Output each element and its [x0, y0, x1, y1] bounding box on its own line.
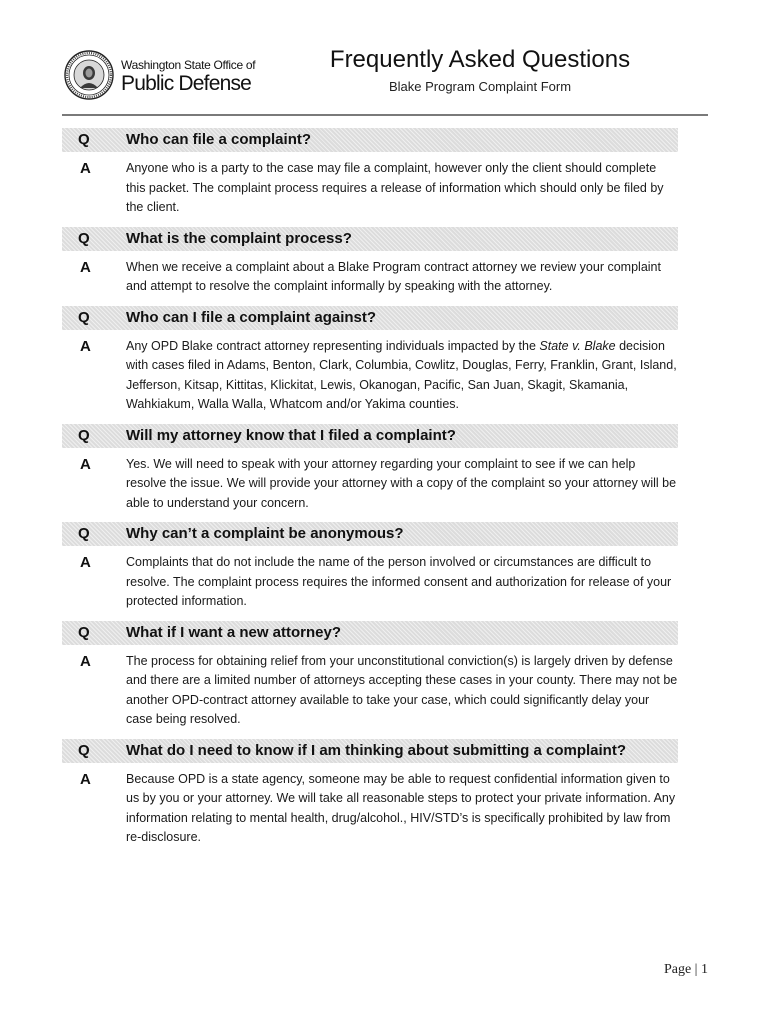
answer-marker: A	[80, 554, 91, 571]
question-text: What if I want a new attorney?	[126, 623, 342, 641]
question-bar	[62, 227, 678, 251]
answer-text: The process for obtaining relief from your unconstitutional conviction(s) is largely driven by defense and there are a limited number of attorneys accepting these cases in your county. There may not be another OPD-contract attorney available to take your case, which could significantly delay your case being resolved.	[126, 653, 678, 726]
answer-marker: A	[80, 160, 91, 177]
faq-item	[62, 306, 678, 415]
faq-item	[62, 739, 678, 848]
answer-marker: A	[80, 455, 91, 473]
page-title: Frequently Asked Questions	[329, 46, 631, 73]
answer-block	[62, 455, 678, 514]
answer-text: Yes. We will need to speak with your attorney regarding your complaint to see if we can help resolve the issue. We will provide your attorney with a copy of the complaint so your attorney will be able to understand your concern.	[126, 456, 677, 510]
page-number: Page | 1	[663, 962, 708, 977]
faq-item	[62, 424, 678, 514]
answer-text: Anyone who is a party to the case may file a complaint, however only the client should complete this packet. The complaint process requires a release of information which should only be filed by the client.	[126, 161, 664, 214]
question-marker: Q	[78, 525, 90, 542]
faq-item	[62, 227, 678, 297]
answer-text-part: Any OPD Blake contract attorney representing individuals impacted by the	[126, 338, 540, 353]
answer-marker: A	[80, 337, 91, 355]
answer-text: Because OPD is a state agency, someone may be able to request confidential information given to us by you or your attorney. We will take all reasonable steps to protect your private information. Any information relating to mental health, drug/alcohol., HIV/STD’s is specifically prohibited by law from re-disclosure.	[126, 771, 676, 844]
question-text: Will my attorney know that I filed a complaint?	[126, 426, 456, 444]
answer-block	[62, 553, 678, 612]
answer-block	[62, 770, 678, 848]
question-bar	[62, 522, 678, 546]
answer-text	[126, 337, 678, 415]
question-text: What is the complaint process?	[126, 229, 352, 247]
answer-marker: A	[80, 770, 91, 788]
answer-block	[62, 652, 678, 730]
answer-block	[62, 337, 678, 415]
faq-item	[62, 621, 678, 730]
faq-list	[62, 128, 678, 857]
case-name-italic: State v. Blake	[539, 338, 616, 353]
question-marker: Q	[78, 308, 90, 326]
question-marker: Q	[78, 131, 90, 148]
org-name-large: Public Defense	[121, 72, 252, 95]
answer-marker: A	[80, 652, 91, 670]
question-text: Why can’t a complaint be anonymous?	[126, 525, 404, 542]
question-text: What do I need to know if I am thinking about submitting a complaint?	[126, 741, 626, 759]
question-bar	[62, 739, 678, 763]
answer-text: Complaints that do not include the name of the person involved or circumstances are difficult to resolve. The complaint process requires the informed consent and authorization for release of your protected information.	[126, 555, 672, 608]
question-marker: Q	[78, 741, 90, 759]
question-marker: Q	[78, 229, 90, 247]
answer-text: When we receive a complaint about a Blake Program contract attorney we review your complaint and attempt to resolve the complaint informally by speaking with the attorney.	[126, 259, 661, 293]
question-marker: Q	[78, 623, 90, 641]
org-name-small: Washington State Office of	[121, 58, 256, 72]
header-divider	[62, 114, 708, 116]
page-subtitle: Blake Program Complaint Form	[388, 79, 572, 94]
answer-block	[62, 159, 678, 218]
document-header	[0, 0, 770, 118]
answer-block	[62, 258, 678, 297]
answer-marker: A	[80, 258, 91, 276]
question-bar	[62, 306, 678, 330]
question-text: Who can I file a complaint against?	[126, 308, 377, 326]
question-marker: Q	[78, 426, 90, 444]
faq-item	[62, 522, 678, 612]
question-text: Who can file a complaint?	[126, 131, 312, 148]
question-bar	[62, 424, 678, 448]
question-bar	[62, 128, 678, 152]
faq-item	[62, 128, 678, 218]
question-bar	[62, 621, 678, 645]
answer-text-part: decision with cases filed in Adams, Benton, Clark, Columbia, Cowlitz, Douglas, Ferry, Franklin, Grant, Island, Jefferson, Kitsap, Kittitas, Klickitat, Lewis, Okanogan, Pacific, San Juan, Skagit, Skamania, Wahkiakum, Walla Walla, Whatcom and/or Yakima counties.	[126, 338, 677, 411]
washington-state-seal-icon	[64, 50, 114, 100]
